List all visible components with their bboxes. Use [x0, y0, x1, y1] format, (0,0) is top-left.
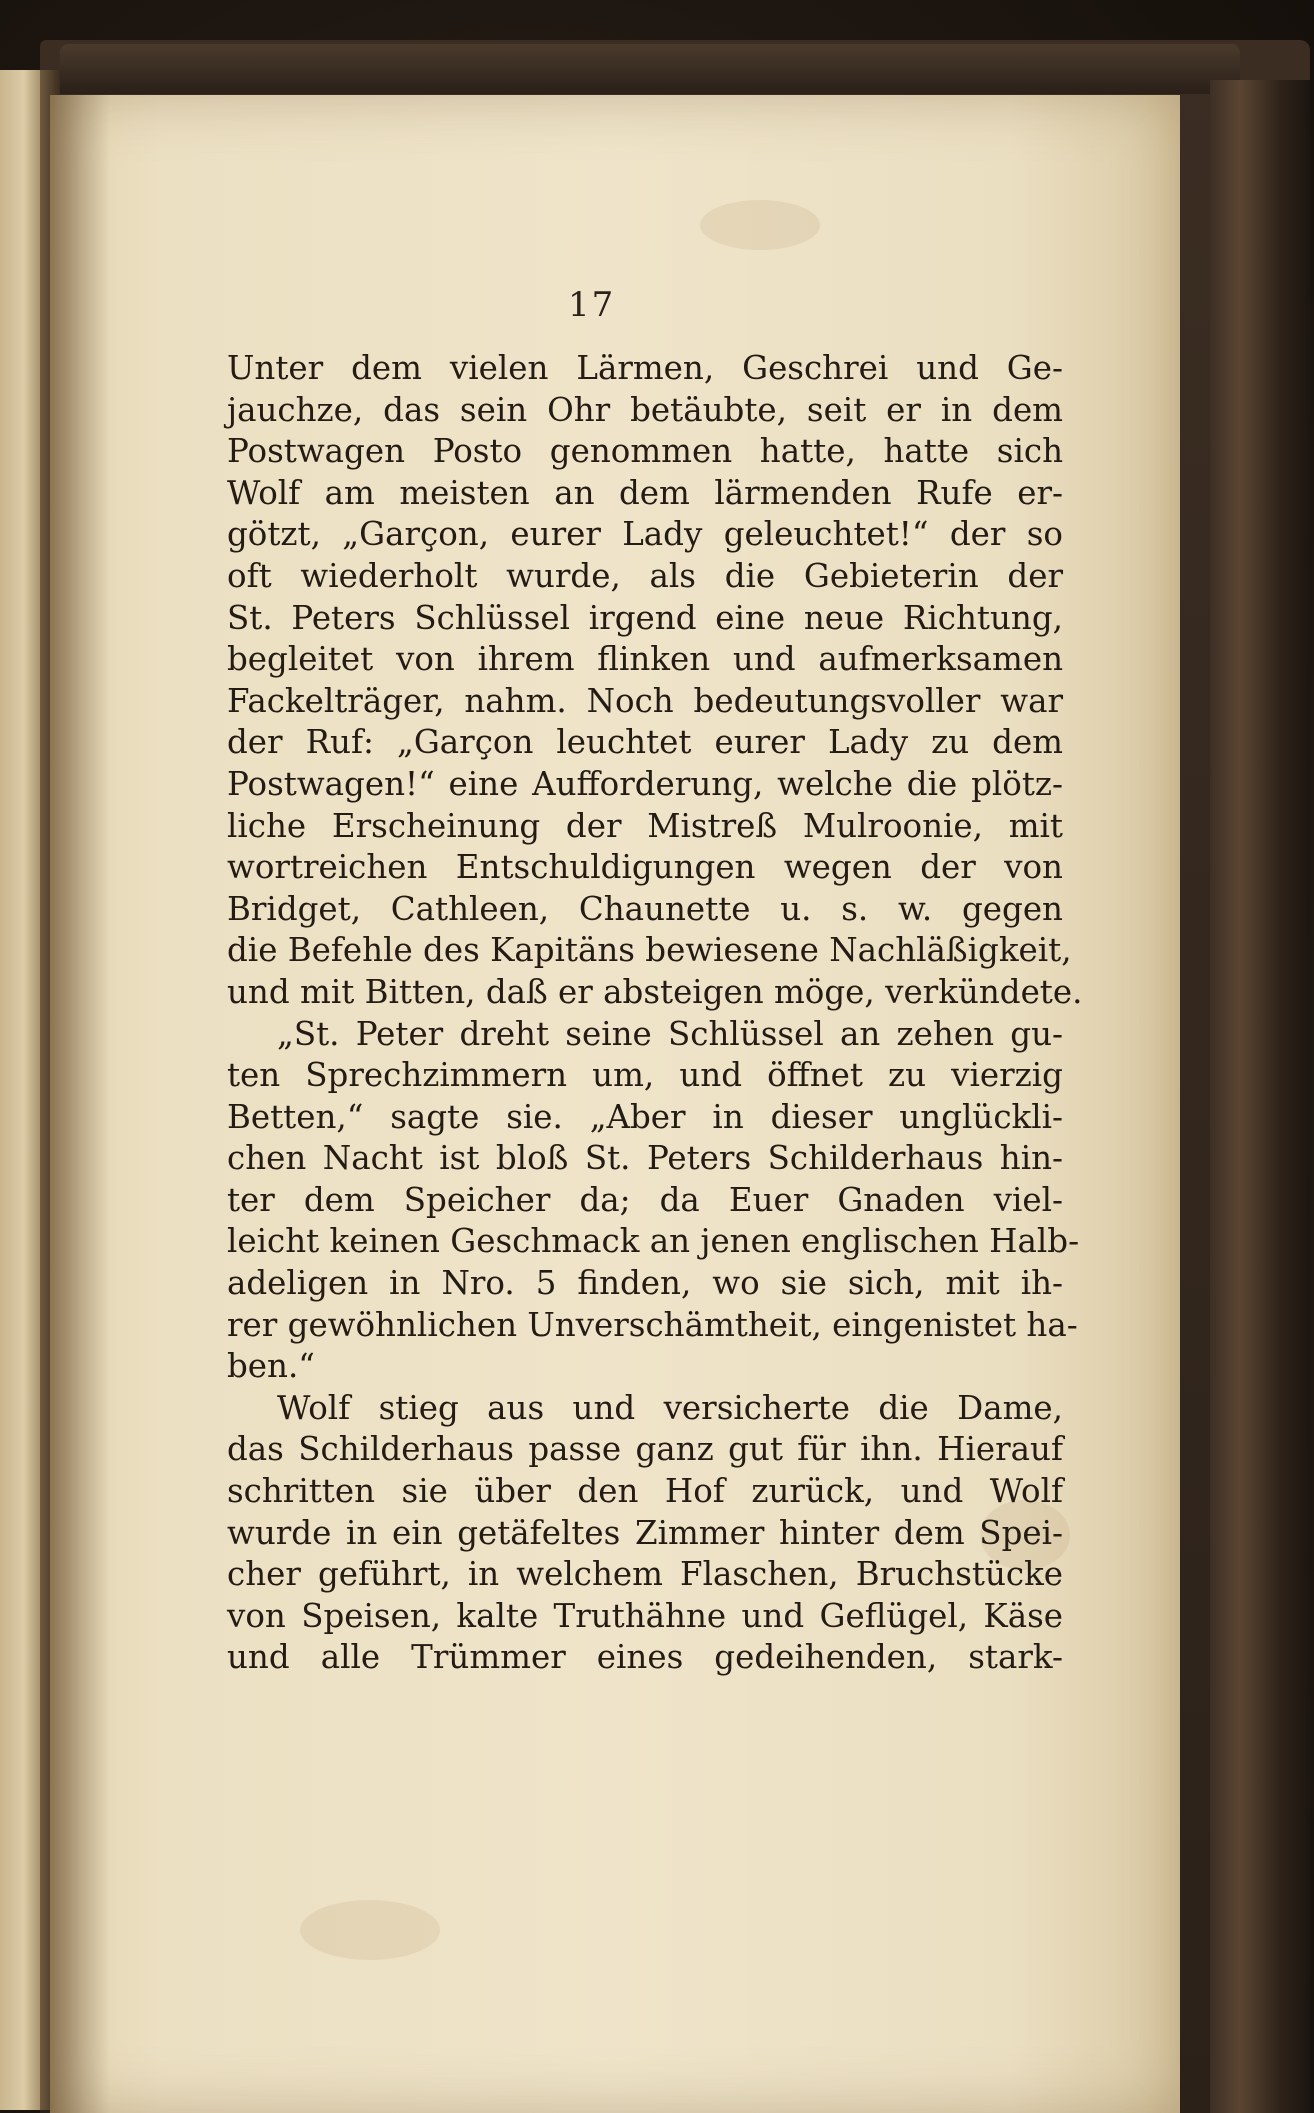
text-line: jauchze, das sein Ohr betäubte, seit er in dem [227, 390, 1063, 429]
text-line: der Ruf: „Garçon leuchtet eurer Lady zu dem [227, 723, 1063, 762]
text-line: „St. Peter dreht seine Schlüssel an zehen gu- [277, 1014, 1063, 1053]
text-line: Fackelträger, nahm. Noch bedeutungsvoller war [227, 681, 1063, 720]
text-line: Betten,“ sagte sie. „Aber in dieser unglückli- [227, 1097, 1063, 1136]
text-line: Wolf stieg aus und versicherte die Dame, [277, 1388, 1063, 1427]
text-line: Wolf am meisten an dem lärmenden Rufe er- [227, 473, 1063, 512]
text-line: adeligen in Nro. 5 finden, wo sie sich, mit ih- [227, 1264, 1063, 1303]
cover-top-edge [60, 44, 1240, 94]
body-text [227, 348, 1083, 1679]
text-line: Postwagen Posto genommen hatte, hatte sich [227, 432, 1063, 471]
paper-stain [700, 200, 820, 250]
text-line: und mit Bitten, daß er absteigen möge, verkündete. [227, 972, 1083, 1011]
text-line: chen Nacht ist bloß St. Peters Schilderhaus hin- [227, 1139, 1063, 1178]
text-line: schritten sie über den Hof zurück, und Wolf [227, 1472, 1063, 1511]
previous-page-edge [0, 70, 40, 2110]
text-line: liche Erscheinung der Mistreß Mulroonie, mit [227, 806, 1063, 845]
text-line: ten Sprechzimmern um, und öffnet zu vierzig [227, 1056, 1063, 1095]
text-line: begleitet von ihrem flinken und aufmerksamen [227, 640, 1063, 679]
text-line: cher geführt, in welchem Flaschen, Bruchstücke [227, 1555, 1063, 1594]
text-line: oft wiederholt wurde, als die Gebieterin der [227, 556, 1063, 595]
text-line: leicht keinen Geschmack an jenen englischen Halb- [227, 1222, 1080, 1261]
text-line: Unter dem vielen Lärmen, Geschrei und Ge- [227, 349, 1063, 387]
text-line: und alle Trümmer eines gedeihenden, stark- [227, 1638, 1063, 1677]
text-line: wurde in ein getäfeltes Zimmer hinter dem Spei- [227, 1513, 1063, 1552]
text-line: St. Peters Schlüssel irgend eine neue Richtung, [227, 598, 1063, 637]
text-line: die Befehle des Kapitäns bewiesene Nachläßigkeit, [227, 931, 1072, 970]
page-spine-shadow [50, 95, 110, 2113]
paper-stain [300, 1900, 440, 1960]
text-line: ben.“ [227, 1347, 315, 1386]
text-line: Bridget, Cathleen, Chaunette u. s. w. gegen [227, 889, 1063, 928]
text-line: wortreichen Entschuldigungen wegen der von [227, 848, 1063, 887]
page-number: 17 [568, 285, 616, 325]
text-line: götzt, „Garçon, eurer Lady geleuchtet!“ der so [227, 515, 1063, 554]
text-line: rer gewöhnlichen Unverschämtheit, eingenistet ha- [227, 1305, 1078, 1344]
text-line: ter dem Speicher da; da Euer Gnaden viel- [227, 1180, 1063, 1219]
text-line: Postwagen!“ eine Aufforderung, welche die plötz- [227, 764, 1063, 803]
cover-right-edge [1210, 80, 1310, 2113]
text-line: von Speisen, kalte Truthähne und Geflügel, Käse [227, 1596, 1063, 1635]
text-line: das Schilderhaus passe ganz gut für ihn. Hierauf [227, 1430, 1063, 1469]
